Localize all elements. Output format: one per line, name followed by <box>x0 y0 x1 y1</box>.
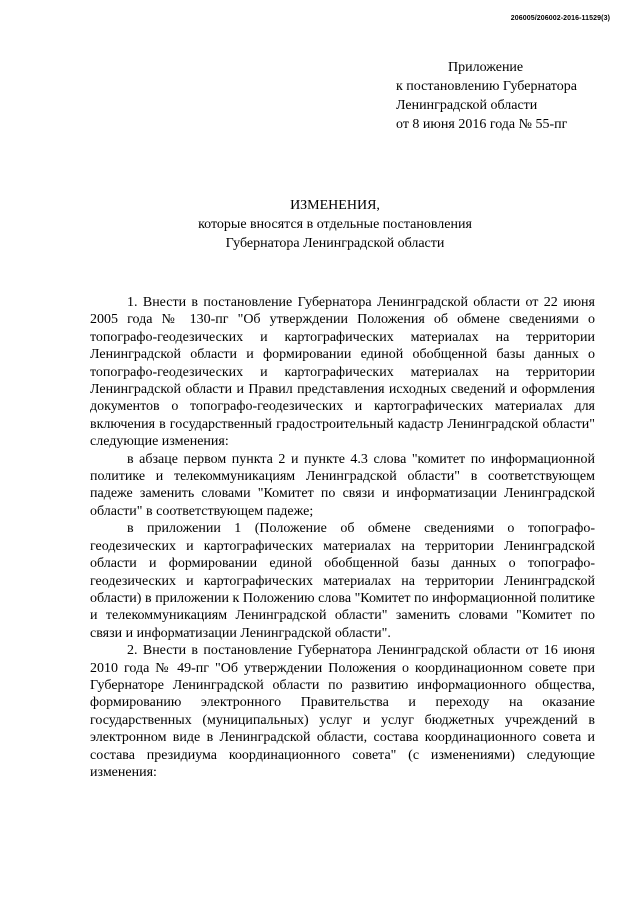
appendix-line-3: Ленинградской области <box>396 98 538 113</box>
paragraph-4: 2. Внести в постановление Губернатора Ленинградской области от 16 июня 2010 года № 49-пг "Об утверждении Положения о координационном совете при Губернаторе Ленинградской области по развитию информационного общества, формированию электронного Правительства и переходу на оказание государственных (муниципальных) услуг и услуг бюджетных учреждений в электронном виде в Ленинградской области, состава координационного совета и состава президиума координационного совета" (с изменениями) следующие изменения: <box>90 643 595 780</box>
appendix-line-2: к постановлению Губернатора <box>396 79 577 94</box>
paragraph-1: 1. Внести в постановление Губернатора Ленинградской области от 22 июня 2005 года № 130-пг "Об утверждении Положения об обмене сведениями о топографо-геодезических и картографических материалах на территории Ленинградской области и формировании единой обобщенной базы данных о топографо-геодезических и картографических материалах на территории Ленинградской области и Правил представления исходных сведений и оформления документов о топографо-геодезических и картографических материалах для включения в государственный градостроительный кадастр Ленинградской области" следующие изменения: <box>90 295 595 450</box>
paragraph-3: в приложении 1 (Положение об обмене сведениями о топографо-геодезических и картографических материалах на территории Ленинградской области и формировании единой обобщенной базы данных о топографо-геодезических и картографических материалах на территории Ленинградской области) в приложении к Положению слова "Комитет по информационной политике и телекоммуникациям Ленинградской области" заменить словами "Комитет по связи и информатизации Ленинградской области". <box>90 521 595 641</box>
appendix-line-4: от 8 июня 2016 года № 55-пг <box>396 117 568 132</box>
heading-subtitle-1: которые вносятся в отдельные постановления <box>198 217 472 232</box>
document-code: 206005/206002-2016-11529(3) <box>510 15 610 22</box>
document-body <box>90 294 595 781</box>
heading-subtitle-2: Губернатора Ленинградской области <box>225 236 445 251</box>
paragraph-2: в абзаце первом пункта 2 и пункте 4.3 слова "комитет по информационной политике и телекоммуникациям Ленинградской области" в соответствующем падеже заменить словами "Комитет по связи и информатизации Ленинградской области" в соответствующем падеже; <box>90 451 595 519</box>
appendix-line-1: Приложение <box>448 60 524 75</box>
heading-title: ИЗМЕНЕНИЯ, <box>290 198 380 213</box>
appendix-block <box>396 58 577 134</box>
document-heading <box>0 196 640 253</box>
